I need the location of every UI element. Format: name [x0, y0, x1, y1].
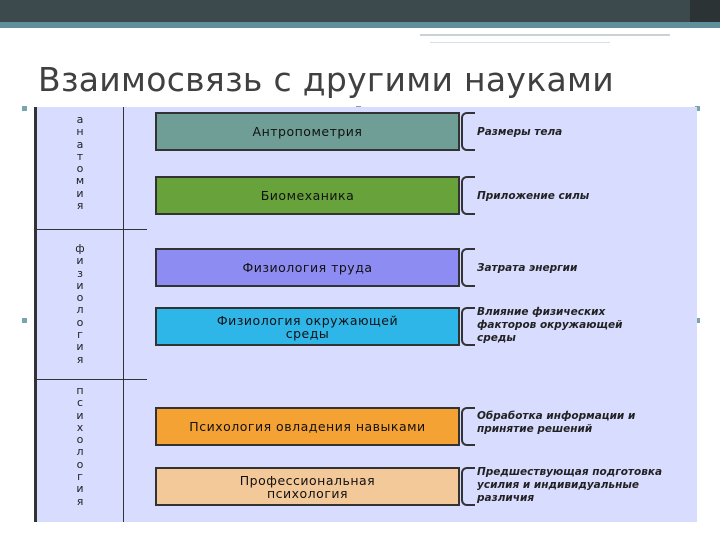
science-label-psychology: психология — [76, 384, 84, 508]
discipline-anthropometry: Антропометрия — [155, 112, 460, 151]
connector-brace — [461, 248, 475, 287]
connector-brace — [461, 407, 475, 446]
connector-brace — [461, 467, 475, 506]
slide-title: Взаимосвязь с другими науками — [38, 60, 614, 99]
discipline-note: Влияние физических факторов окружающей среды — [477, 306, 623, 344]
connector-brace — [461, 176, 475, 215]
header-accent-strip — [0, 22, 720, 28]
header-bar-corner — [690, 0, 720, 22]
discipline-note: Размеры тела — [477, 126, 563, 138]
column-divider — [123, 107, 124, 522]
row-divider — [37, 379, 147, 380]
header-bar — [0, 0, 720, 22]
science-label-physiology: физиология — [75, 242, 85, 366]
connector-brace — [461, 307, 475, 346]
discipline-occupational-psychology: Профессиональная психология — [155, 467, 460, 506]
decorative-line — [430, 42, 610, 43]
discipline-note: Предшествующая подготовка усилия и индивидуальные различия — [477, 466, 663, 504]
row-divider — [37, 229, 147, 230]
discipline-note: Затрата энергии — [477, 262, 578, 274]
diagram-panel — [34, 107, 697, 522]
discipline-note: Обработка информации и принятие решений — [477, 410, 636, 435]
science-label-anatomy: анатомия — [75, 113, 85, 213]
discipline-skill-psychology: Психология овладения навыками — [155, 407, 460, 446]
corner-marker — [22, 318, 27, 323]
corner-marker — [22, 106, 27, 111]
discipline-work-physiology: Физиология труда — [155, 248, 460, 287]
discipline-note: Приложение силы — [477, 190, 590, 202]
discipline-biomechanics: Биомеханика — [155, 176, 460, 215]
connector-brace — [461, 112, 475, 151]
discipline-environment-physiology: Физиология окружающей среды — [155, 307, 460, 346]
decorative-line — [420, 34, 670, 36]
